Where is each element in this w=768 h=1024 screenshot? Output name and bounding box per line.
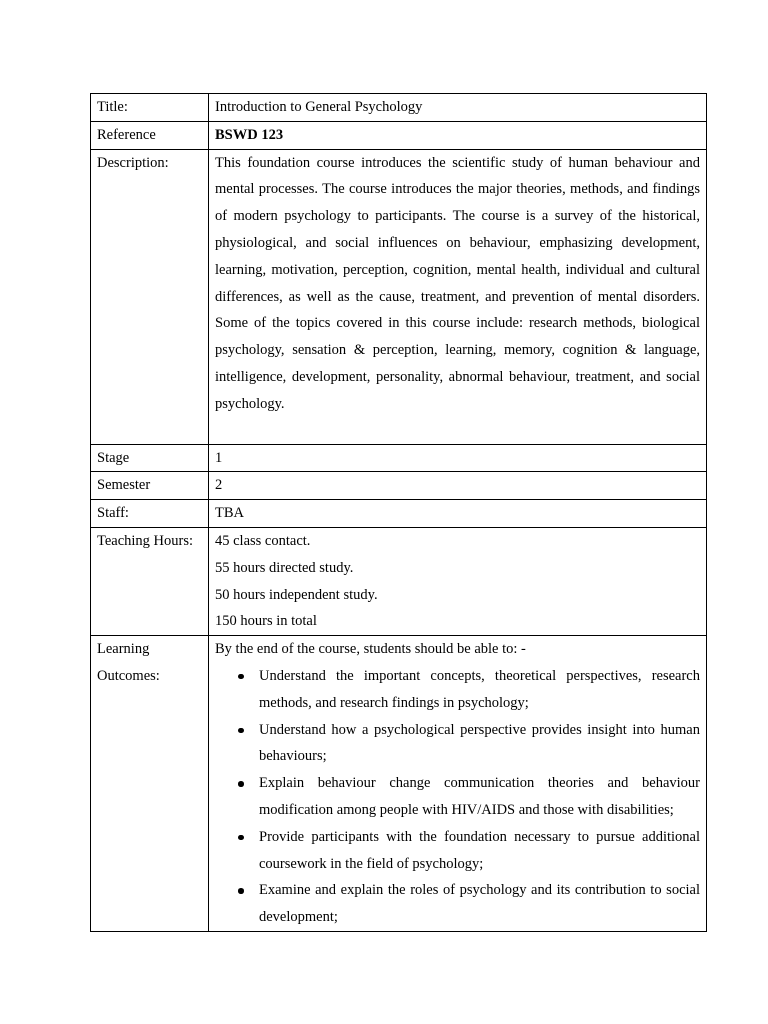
stage-label: Stage <box>91 444 209 472</box>
teaching-hours-label: Teaching Hours: <box>91 527 209 635</box>
list-item: Understand the important concepts, theoretical perspectives, research methods, and research findings in psychology; <box>259 663 700 717</box>
row-learning-outcomes <box>91 636 707 932</box>
row-reference <box>91 121 707 149</box>
row-description <box>91 149 707 444</box>
learning-outcomes-value <box>209 636 707 932</box>
title-label: Title: <box>91 94 209 122</box>
list-item: Provide participants with the foundation necessary to pursue additional coursework in the field of psychology; <box>259 824 700 878</box>
row-teaching-hours <box>91 527 707 635</box>
row-stage <box>91 444 707 472</box>
reference-value: BSWD 123 <box>209 121 707 149</box>
row-staff <box>91 500 707 528</box>
teaching-hours-line: 45 class contact. <box>215 532 311 549</box>
stage-value: 1 <box>209 444 707 472</box>
semester-value: 2 <box>209 472 707 500</box>
staff-value: TBA <box>209 500 707 528</box>
course-info-table <box>90 93 707 932</box>
row-title <box>91 94 707 122</box>
teaching-hours-line: 150 hours in total <box>215 613 317 630</box>
row-semester <box>91 472 707 500</box>
list-item: Examine and explain the roles of psychology and its contribution to social development; <box>259 877 700 931</box>
semester-label: Semester <box>91 472 209 500</box>
learning-outcomes-intro: By the end of the course, students should be able to: - <box>215 641 526 658</box>
title-value: Introduction to General Psychology <box>209 94 707 122</box>
list-item: Understand how a psychological perspective provides insight into human behaviours; <box>259 717 700 771</box>
learning-outcomes-label-line1: Learning <box>97 641 150 658</box>
learning-outcomes-label <box>91 636 209 932</box>
staff-label: Staff: <box>91 500 209 528</box>
teaching-hours-line: 55 hours directed study. <box>215 559 354 576</box>
teaching-hours-value <box>209 527 707 635</box>
reference-label: Reference <box>91 121 209 149</box>
description-label: Description: <box>91 149 209 444</box>
list-item: Explain behaviour change communication theories and behaviour modification among people with HIV/AIDS and those with disabilities; <box>259 770 700 824</box>
learning-outcomes-label-line2: Outcomes: <box>97 667 160 684</box>
teaching-hours-line: 50 hours independent study. <box>215 586 378 603</box>
learning-outcomes-list <box>215 663 700 931</box>
description-value: This foundation course introduces the scientific study of human behaviour and mental processes. The course introduces the major theories, methods, and findings of modern psychology to participants. The course is a survey of the historical, physiological, and social influences on behaviour, emphasizing development, learning, motivation, perception, cognition, mental health, individual and cultural differences, as well as the cause, treatment, and prevention of mental disorders. Some of the topics covered in this course include: research methods, biological psychology, sensation & perception, learning, memory, cognition & language, intelligence, development, personality, abnormal behaviour, treatment, and social psychology. <box>209 149 707 444</box>
